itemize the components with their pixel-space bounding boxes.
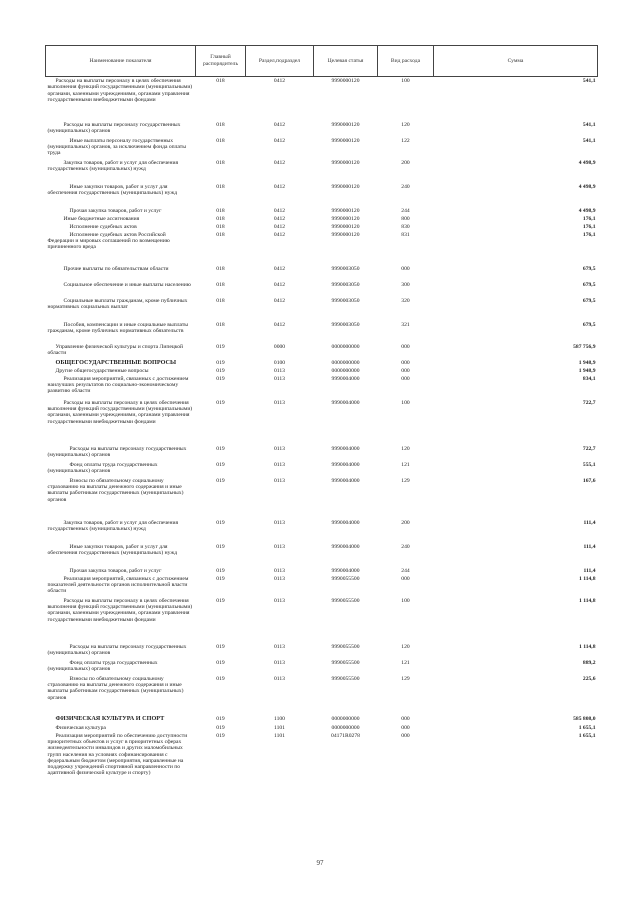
row-section: 0412: [273, 281, 286, 288]
row-sum: 541,1: [582, 121, 596, 128]
row-sum: 722,7: [582, 399, 596, 406]
row-grbs: 019: [216, 461, 225, 468]
row-name: Иные бюджетные ассигнования: [63, 215, 140, 222]
row-grbs: 018: [216, 321, 225, 328]
row-name: Иные закупки товаров, работ и услуг для обеспечения государственных (муниципальных) нужд: [47, 183, 178, 196]
row-section: 0412: [273, 137, 286, 144]
row-name: Иные закупки товаров, работ и услуг для обеспечения государственных (муниципальных) нужд: [47, 543, 178, 556]
row-name-cell: [46, 477, 196, 519]
row-sum: 585 808,0: [573, 715, 596, 722]
row-grbs: 018: [216, 231, 225, 238]
table-row: [46, 724, 598, 732]
row-name-cell: [46, 675, 196, 715]
row-name-cell: [46, 445, 196, 461]
budget-table: [45, 45, 598, 814]
column-header-name: Наименование показателя: [46, 46, 196, 77]
row-section: 0113: [274, 575, 285, 582]
row-section: 0412: [273, 297, 286, 304]
row-name-cell: [46, 461, 196, 477]
column-header-section: Раздел,подраздел: [246, 46, 314, 77]
row-name-cell: [46, 715, 196, 724]
row-sum: 1 655,1: [578, 724, 596, 731]
column-header-target: Целевая статья: [314, 46, 378, 77]
row-grbs: 018: [216, 183, 225, 190]
row-name-cell: [46, 519, 196, 543]
row-target: 9990004000: [331, 399, 360, 406]
row-grbs: 018: [216, 159, 225, 166]
row-name: Расходы на выплаты персоналу в целях обеспечения выполнения функций государственными (муниципальными) органами, казенными учреждениями, органами управления государственными внебюджетными фондами: [47, 78, 193, 104]
row-grbs: 018: [216, 78, 225, 85]
row-target: 9990000120: [331, 223, 360, 230]
row-name: Взносы по обязательному социальному страхованию на выплаты денежного содержания и иные выплаты работникам государственных (муниципальных) органов: [47, 675, 184, 701]
table-row: [46, 321, 598, 343]
table-row: [46, 675, 598, 715]
row-name: Социальное обеспечение и иные выплаты населению: [63, 281, 191, 288]
table-row: [46, 207, 598, 215]
row-expense: 000: [401, 343, 410, 350]
row-sum: 225,6: [582, 675, 596, 682]
table-row: [46, 575, 598, 597]
row-name-cell: [46, 207, 196, 215]
row-name-cell: [46, 223, 196, 231]
column-header-expense: Вид расхода: [378, 46, 434, 77]
row-target: 9990000120: [331, 207, 360, 214]
column-header-grbs: Главный распорядитель: [196, 46, 246, 77]
row-name: Расходы на выплаты персоналу государственных (муниципальных) органов: [47, 643, 187, 656]
row-name-cell: [46, 77, 196, 121]
row-target: 9990000120: [331, 231, 360, 238]
row-sum: 176,1: [582, 215, 596, 222]
row-expense: 000: [401, 375, 410, 382]
row-grbs: 019: [216, 715, 225, 722]
row-name: Социальные выплаты гражданам, кроме публичных нормативных социальных выплат: [47, 297, 188, 310]
row-section: 0412: [273, 215, 286, 222]
row-sum: 587 756,9: [573, 343, 596, 350]
table-row: [46, 399, 598, 445]
row-expense: 000: [401, 732, 410, 739]
row-target: 0000000000: [331, 359, 360, 366]
table-header: [46, 46, 598, 77]
table-row: [46, 732, 598, 814]
row-name: Другие общегосударственные вопросы: [55, 367, 149, 374]
row-target: 9990000120: [331, 183, 360, 190]
row-sum: 541,1: [582, 137, 596, 144]
row-sum: 679,5: [582, 297, 596, 304]
row-name-cell: [46, 543, 196, 567]
row-sum: 1 948,9: [578, 359, 596, 366]
row-expense: 831: [401, 231, 410, 238]
row-target: 9990000120: [331, 215, 360, 222]
row-target: 9990000120: [331, 78, 360, 85]
row-sum: 1 114,8: [579, 597, 596, 604]
row-name-cell: [46, 215, 196, 223]
row-target: 0000000000: [331, 367, 360, 374]
row-name-cell: [46, 367, 196, 375]
row-name: Физическая культура: [55, 724, 106, 731]
row-name-cell: [46, 375, 196, 399]
row-grbs: 018: [216, 207, 225, 214]
row-name-cell: [46, 343, 196, 359]
row-section: 0412: [273, 265, 286, 272]
row-name: Реализация мероприятий, связанных с достижением показателей деятельности органов исполнительной власти области: [47, 575, 189, 595]
row-target: 9990055500: [331, 659, 360, 666]
row-grbs: 018: [216, 265, 225, 272]
row-name: Взносы по обязательному социальному страхованию на выплаты денежного содержания и иные выплаты работникам государственных (муниципальных) органов: [47, 477, 184, 503]
row-target: 9990003050: [331, 297, 360, 304]
row-grbs: 019: [216, 343, 225, 350]
table-row: [46, 477, 598, 519]
row-expense: 100: [401, 597, 410, 604]
row-expense: 100: [401, 399, 410, 406]
row-grbs: 019: [216, 567, 225, 574]
column-header-sum: Сумма: [434, 46, 598, 77]
row-expense: 000: [401, 359, 410, 366]
row-sum: 4 498,9: [578, 183, 596, 190]
row-sum: 1 114,8: [579, 575, 596, 582]
row-sum: 167,6: [582, 477, 596, 484]
row-name: Прочие выплаты по обязательствам области: [63, 265, 169, 272]
row-sum: 541,1: [582, 78, 596, 85]
table-row: [46, 343, 598, 359]
row-sum: 1 655,1: [578, 732, 596, 739]
table-row: [46, 375, 598, 399]
row-expense: 100: [401, 78, 410, 85]
row-section: 0113: [274, 445, 285, 452]
row-grbs: 019: [216, 543, 225, 550]
table-row: [46, 659, 598, 675]
table-row: [46, 223, 598, 231]
row-section: 0412: [273, 183, 286, 190]
row-section: 0113: [274, 375, 285, 382]
row-sum: 679,5: [582, 321, 596, 328]
row-name-cell: [46, 121, 196, 137]
table-row: [46, 597, 598, 643]
row-name-cell: [46, 643, 196, 659]
row-name: Расходы на выплаты персоналу государственных (муниципальных) органов: [47, 121, 181, 134]
row-name: Исполнение судебных актов: [69, 223, 137, 230]
row-sum: 111,4: [583, 567, 596, 574]
row-sum: 722,7: [582, 445, 596, 452]
row-expense: 120: [401, 643, 410, 650]
row-sum: 679,5: [582, 265, 596, 272]
row-grbs: 019: [216, 477, 225, 484]
row-section: 1101: [274, 732, 285, 739]
row-grbs: 019: [216, 367, 225, 374]
row-expense: 000: [401, 367, 410, 374]
row-name-cell: [46, 659, 196, 675]
row-grbs: 018: [216, 137, 225, 144]
row-sum: 111,4: [583, 519, 596, 526]
table-row: [46, 215, 598, 223]
row-grbs: 019: [216, 724, 225, 731]
row-expense: 120: [401, 445, 410, 452]
row-name: Прочая закупка товаров, работ и услуг: [69, 207, 162, 214]
row-target: 9990000120: [331, 159, 360, 166]
row-grbs: 019: [216, 399, 225, 406]
row-section: 0113: [274, 675, 285, 682]
row-name: Иные выплаты персоналу государственных (муниципальных) органов, за исключением фонда оплаты труда: [47, 137, 186, 157]
row-target: 9990000120: [331, 121, 360, 128]
row-expense: 240: [401, 183, 410, 190]
row-name-cell: [46, 732, 196, 814]
row-sum: 1 948,9: [578, 367, 596, 374]
row-expense: 200: [401, 519, 410, 526]
row-target: 0000000000: [331, 724, 360, 731]
row-sum: 679,5: [582, 281, 596, 288]
table-row: [46, 519, 598, 543]
row-name: Расходы на выплаты персоналу государственных (муниципальных) органов: [47, 445, 187, 458]
row-target: 9990003050: [331, 321, 360, 328]
row-grbs: 019: [216, 732, 225, 739]
row-target: 9990003050: [331, 281, 360, 288]
page-number: 97: [316, 859, 324, 867]
row-sum: 555,1: [582, 461, 596, 468]
row-target: 9990004000: [331, 477, 360, 484]
row-expense: 000: [401, 724, 410, 731]
row-name: Прочая закупка товаров, работ и услуг: [69, 567, 162, 574]
row-name-cell: [46, 281, 196, 297]
row-name: Фонд оплаты труда государственных (муниципальных) органов: [47, 659, 158, 672]
table-row: [46, 367, 598, 375]
table-row: [46, 159, 598, 183]
table-row: [46, 121, 598, 137]
row-section: 0412: [273, 223, 286, 230]
row-expense: 320: [401, 297, 410, 304]
row-name: Расходы на выплаты персоналу в целях обеспечения выполнения функций государственными (муниципальными) органами, казенными учреждениями, органами управления государственными внебюджетными фондами: [47, 399, 193, 425]
row-sum: 176,1: [582, 231, 596, 238]
row-target: 04171R0278: [331, 732, 360, 739]
row-name: Реализация мероприятий по обеспечению доступности приоритетных объектов и услуг в приоритетных сферах жизнедеятельности инвалидов и других маломобильных групп населения на условиях софинансирования с федеральным бюджетом (мероприятия, направленные на поддержку учреждений спортивной направленности по адаптивной физической культуре и спорту): [47, 732, 188, 777]
row-grbs: 019: [216, 675, 225, 682]
row-name-cell: [46, 265, 196, 281]
row-name-cell: [46, 359, 196, 367]
row-section: 0113: [274, 367, 285, 374]
row-expense: 321: [401, 321, 410, 328]
table-row: [46, 297, 598, 321]
table-row: [46, 281, 598, 297]
row-section: 0000: [273, 343, 286, 350]
row-sum: 4 498,9: [578, 159, 596, 166]
row-target: 9990055500: [331, 575, 360, 582]
row-grbs: 019: [216, 597, 225, 604]
row-expense: 000: [401, 265, 410, 272]
row-expense: 244: [401, 207, 410, 214]
row-expense: 129: [401, 675, 410, 682]
table-row: [46, 265, 598, 281]
row-target: 9990055500: [331, 597, 360, 604]
row-grbs: 019: [216, 575, 225, 582]
row-expense: 000: [401, 575, 410, 582]
row-name-cell: [46, 724, 196, 732]
row-name: Расходы на выплаты персоналу в целях обеспечения выполнения функций государственными (муниципальными) органами, казенными учреждениями, органами управления государственными внебюджетными фондами: [47, 597, 193, 623]
row-expense: 800: [401, 215, 410, 222]
row-sum: 176,1: [582, 223, 596, 230]
row-name: Фонд оплаты труда государственных (муниципальных) органов: [47, 461, 158, 474]
table-row: [46, 359, 598, 367]
row-expense: 000: [401, 715, 410, 722]
table-row: [46, 445, 598, 461]
row-target: 9990004000: [331, 543, 360, 550]
row-target: 9990004000: [331, 375, 360, 382]
row-name: ОБЩЕГОСУДАРСТВЕННЫЕ ВОПРОСЫ: [55, 358, 177, 366]
row-expense: 120: [401, 121, 410, 128]
table-row: [46, 183, 598, 207]
row-section: 0412: [273, 78, 286, 85]
row-name: Реализация мероприятий, связанных с достижением наилучших результатов по социально-экономическому развитию области: [47, 375, 189, 395]
row-name-cell: [46, 597, 196, 643]
table-row: [46, 231, 598, 265]
row-grbs: 018: [216, 121, 225, 128]
row-name-cell: [46, 399, 196, 445]
row-expense: 200: [401, 159, 410, 166]
row-grbs: 019: [216, 445, 225, 452]
table-body: [46, 77, 598, 814]
row-target: 9990004000: [331, 519, 360, 526]
row-name-cell: [46, 297, 196, 321]
row-name: Закупка товаров, работ и услуг для обеспечения государственных (муниципальных) нужд: [47, 519, 179, 532]
row-section: 0113: [274, 543, 285, 550]
row-name: Управление физической культуры и спорта Липецкой области: [47, 343, 184, 356]
table-row: [46, 137, 598, 159]
row-section: 1101: [274, 724, 285, 731]
row-section: 0412: [273, 231, 286, 238]
row-target: 9990003050: [331, 265, 360, 272]
row-name-cell: [46, 575, 196, 597]
row-name: Закупка товаров, работ и услуг для обеспечения государственных (муниципальных) нужд: [47, 159, 179, 172]
row-name-cell: [46, 567, 196, 575]
row-grbs: 019: [216, 375, 225, 382]
row-name-cell: [46, 159, 196, 183]
row-target: 0000000000: [331, 715, 360, 722]
row-grbs: 019: [216, 659, 225, 666]
row-target: 9990055500: [331, 643, 360, 650]
row-section: 0113: [274, 519, 285, 526]
row-target: 9990004000: [331, 567, 360, 574]
row-sum: 111,4: [583, 543, 596, 550]
row-name-cell: [46, 183, 196, 207]
table-row: [46, 461, 598, 477]
row-expense: 121: [401, 659, 410, 666]
row-section: 0100: [273, 359, 286, 366]
row-expense: 240: [401, 543, 410, 550]
row-sum: 889,2: [582, 659, 596, 666]
row-expense: 129: [401, 477, 410, 484]
row-target: 9990000120: [331, 137, 360, 144]
row-section: 0113: [274, 643, 285, 650]
row-target: 9990004000: [331, 461, 360, 468]
row-grbs: 018: [216, 223, 225, 230]
row-expense: 300: [401, 281, 410, 288]
row-target: 9990055500: [331, 675, 360, 682]
row-sum: 834,1: [582, 375, 596, 382]
table-row: [46, 543, 598, 567]
row-section: 0113: [274, 659, 285, 666]
row-name-cell: [46, 321, 196, 343]
row-expense: 121: [401, 461, 410, 468]
row-section: 0113: [274, 477, 285, 484]
table-row: [46, 77, 598, 121]
row-section: 0412: [273, 321, 286, 328]
row-grbs: 019: [216, 519, 225, 526]
row-grbs: 018: [216, 297, 225, 304]
row-target: 0000000000: [331, 343, 360, 350]
row-name: Пособия, компенсации и иные социальные выплаты гражданам, кроме публичных нормативных обязательств: [47, 321, 189, 334]
row-section: 0412: [273, 159, 286, 166]
row-grbs: 018: [216, 281, 225, 288]
row-expense: 830: [401, 223, 410, 230]
table-row: [46, 567, 598, 575]
row-name-cell: [46, 137, 196, 159]
row-name: ФИЗИЧЕСКАЯ КУЛЬТУРА И СПОРТ: [55, 714, 165, 722]
row-section: 1100: [274, 715, 285, 722]
row-target: 9990004000: [331, 445, 360, 452]
row-section: 0412: [273, 121, 286, 128]
table-row: [46, 715, 598, 724]
row-name-cell: [46, 231, 196, 265]
row-section: 0113: [274, 567, 285, 574]
row-section: 0412: [273, 207, 286, 214]
table-row: [46, 643, 598, 659]
row-sum: 4 498,9: [578, 207, 596, 214]
row-expense: 122: [401, 137, 410, 144]
row-grbs: 019: [216, 359, 225, 366]
row-sum: 1 114,8: [579, 643, 596, 650]
row-expense: 244: [401, 567, 410, 574]
row-section: 0113: [274, 399, 285, 406]
row-section: 0113: [274, 461, 285, 468]
row-grbs: 018: [216, 215, 225, 222]
row-grbs: 019: [216, 643, 225, 650]
row-section: 0113: [274, 597, 285, 604]
row-name: Исполнение судебных актов Российской Федерации и мировых соглашений по возмещению причиненного вреда: [47, 231, 170, 251]
